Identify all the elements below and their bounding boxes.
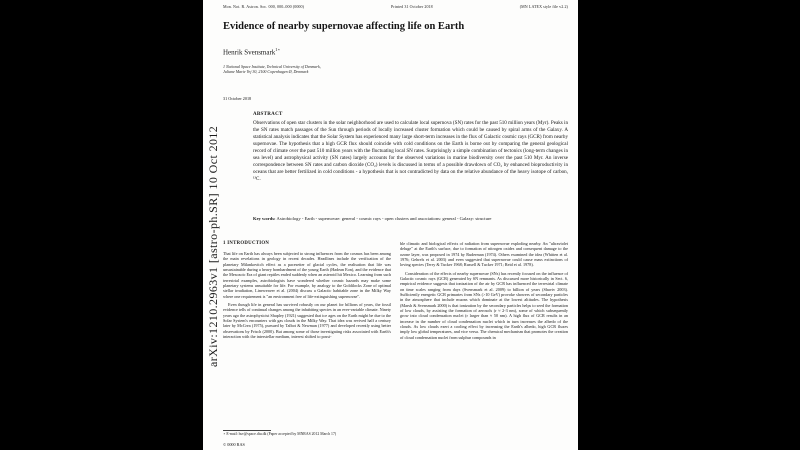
arxiv-sidebar-label: arXiv:1210.2963v1 [astro-ph.SR] 10 Oct 2012 — [206, 125, 220, 367]
intro-paragraph-2: Even though life in general has survived robustly on our planet for billions of years, the fossil evidence tells of continual changes among the inhabiting species in an ever-variable climate. Ninety years ago the astrophysicist Shapley (1921) suggested that ice ages on the Earth might be due to the Solar System's encounters with gas clouds in the Milky Way. That idea was revived half a century later by McCrea (1975), pursued by Talbot & Newman (1977) and developed recently using better observations by Frisch (2000). But among some of those investigating risks associated with Earth's interaction with the interstellar medium, interest shifted to possi- — [223, 302, 391, 339]
body-columns — [223, 241, 568, 437]
body-column-left — [223, 241, 391, 437]
footnote — [223, 430, 391, 437]
keywords-label: Key words: — [253, 216, 276, 221]
footnote-rule — [223, 430, 271, 431]
style-file-note: (MN LATEX style file v2.2) — [519, 4, 568, 9]
submission-date: 31 October 2018 — [223, 96, 252, 101]
intro-paragraph-1: That life on Earth has always been subjected to strong influences from the cosmos has been among the main revelations in geology in recent decades. Headlines include the verification of the planetary Milankovitch effect as a pacesetter of glacial cycles, the realisation that life was unsustainable during a heavy bombardment of the young Earth (Hadean Eon), and the evidence that the Mesozoic Era of giant reptiles ended suddenly when an asteroid hit Mexico. Learning from such terrestrial examples, astrobiologists have wondered whether cosmic hazards may make some planetary systems unsuitable for life. For example, by analogy to the Goldilocks Zone of optimal stellar irradiation, Lineweaver et al. (2004) discuss a Galactic habitable zone in the Milky Way where one requirement is "an environment free of life-extinguishing supernovae". — [223, 251, 391, 299]
affiliation-line1: 1 National Space Institute, Technical University of Denmark, — [223, 64, 321, 69]
footnote-text: ⋆ E-mail: hsv@space.dtu.dk (Paper accepted by MNRAS 2012 March 17) — [223, 432, 337, 437]
author-line — [223, 47, 568, 56]
paper-page — [203, 0, 578, 450]
keywords — [253, 216, 568, 222]
section-1-heading: 1 INTRODUCTION — [223, 241, 270, 246]
journal-header — [223, 4, 568, 9]
abstract-text: Observations of open star clusters in the solar neighborhood are used to calculate local supernova (SN) rates for the past 510 million years (Myr). Peaks in the SN rates match passages of the Sun through periods of locally increased cluster formation which could be caused by spiral arms of the Galaxy. A statistical analysis indicates that the Solar System has experienced many large short-term increases in the flux of Galactic cosmic rays (GCR) from nearby supernovae. The hypothesis that a high GCR flux should coincide with cold conditions on the Earth is borne out by comparing the general geological record of climate over the past 510 million years with the fluctuating local SN rates. Surprisingly a simple combination of tectonics (long-term changes in sea level) and astrophysical activity (SN rates) largely accounts for the observed variations in marine biodiversity over the past 510 Myr. An inverse correspondence between SN rates and carbon dioxide (CO₂) levels is discussed in terms of a possible drawdown of CO₂ by enhanced bioproductivity in oceans that are better fertilized in cold conditions - a hypothesis that is not contradicted by data on the relative abundance of the heavy isotope of carbon, ¹³C. — [253, 120, 568, 183]
author-name: Henrik Svensmark — [223, 48, 276, 57]
affiliation — [223, 64, 568, 75]
keywords-text: Astrobiology - Earth - supernovae: general - cosmic rays - open clusters and associations: general - Galaxy: structure — [276, 216, 492, 221]
intro-paragraph-4: Consideration of the effects of nearby supernovae (SNs) has recently focused on the influence of Galactic cosmic rays (GCR) generated by SN remnants. As discussed more historically in Sect. 6, empirical evidence suggests that ionization of the air by GCR has influenced the terrestrial climate on time scales ranging from days (Svensmark et al. 2009) to billion of years (Shaviv 2003). Sufficiently energetic GCR primaries from SNs (>10 GeV) provoke showers of secondary particles in the atmosphere that include muons which dominate at the lowest altitudes. The hypothesis (Marsh & Svensmark 2000) is that ionization by the secondary particles helps to seed the formation of low clouds, by assisting the formation of aerosols (r ≈ 2-3 nm), some of which subsequently grow into cloud condensation nuclei (r larger than ≈ 50 nm). A high flux of GCR results in an increase in the number of cloud condensation nuclei which in turn increases the albedo of the clouds. As low clouds exert a cooling effect by increasing the Earth's albedo, high GCR fluxes imply low global temperatures, and vice versa. The chemical mechanism that promotes the creation of cloud condensation nuclei from sulphur compounds in — [400, 270, 568, 340]
author-affil-mark: 1⋆ — [275, 47, 281, 52]
abstract-heading: ABSTRACT — [253, 112, 283, 117]
printed-date: Printed 31 October 2018 — [391, 4, 433, 9]
intro-paragraph-3: ble climatic and biological effects of radiation from supernovae exploding nearby. An "ultraviolet deluge" at the Earth's surface, due to formation of nitrogen oxides and consequent damage to the ozone layer, was proposed in 1974 by Ruderman (1974). Others examined the idea (Whitten et al. 1976; Gehrels et al. 2003) and even suggested that supernovae could cause mass extinctions of loving species (Terry & Tucker 1968; Russell & Tucker 1971; Reid et al. 1978). — [400, 241, 568, 268]
affiliation-line2: Juliane Marie Vej 30, 2100 Copenhagen Ø, Denmark — [223, 69, 309, 75]
body-column-right — [400, 241, 568, 437]
paper-title: Evidence of nearby supernovae affecting life on Earth — [223, 21, 465, 32]
copyright-line: © 0000 RAS — [223, 442, 245, 447]
journal-name: Mon. Not. R. Astron. Soc. 000, 000–000 (0000) — [223, 4, 305, 9]
